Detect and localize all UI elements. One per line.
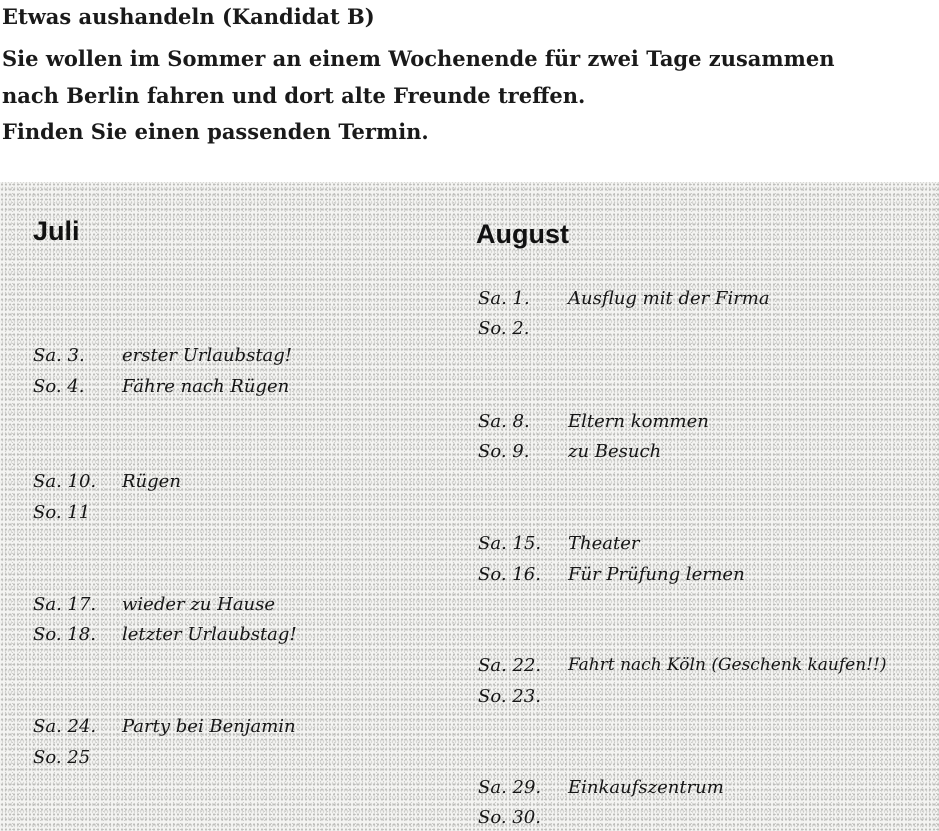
calendar-panel <box>0 182 939 831</box>
august-event: Einkaufszentrum <box>568 777 724 798</box>
task-title: Etwas aushandeln (Kandidat B) <box>2 4 375 29</box>
august-day: So. 23. <box>478 686 541 707</box>
july-day: So. 25 <box>33 747 91 768</box>
july-event: Fähre nach Rügen <box>122 376 290 397</box>
august-event: Ausflug mit der Firma <box>568 288 770 309</box>
month-heading-august: August <box>476 219 569 249</box>
august-day: So. 9. <box>478 441 530 462</box>
august-event: Eltern kommen <box>568 411 709 432</box>
august-day: So. 2. <box>478 318 530 339</box>
july-event: letzter Urlaubstag! <box>122 624 297 645</box>
july-day: Sa. 3. <box>33 345 85 366</box>
august-event: zu Besuch <box>568 441 662 462</box>
august-day: Sa. 22. <box>478 655 542 676</box>
august-day: Sa. 29. <box>478 777 542 798</box>
august-day: Sa. 1. <box>478 288 530 309</box>
august-day: So. 30. <box>478 807 541 828</box>
july-event: erster Urlaubstag! <box>122 345 293 366</box>
july-day: Sa. 10. <box>33 471 97 492</box>
july-event: Party bei Benjamin <box>122 716 296 737</box>
august-event: Theater <box>568 533 640 554</box>
task-line-3: Finden Sie einen passenden Termin. <box>2 119 429 144</box>
august-event: Für Prüfung lernen <box>568 564 745 585</box>
task-line-2: nach Berlin fahren und dort alte Freunde treffen. <box>2 83 586 108</box>
july-event: Rügen <box>122 471 181 492</box>
august-event: Fahrt nach Köln (Geschenk kaufen!!) <box>568 655 887 675</box>
july-day: So. 4. <box>33 376 85 397</box>
month-heading-july: Juli <box>33 216 80 246</box>
july-event: wieder zu Hause <box>122 594 276 615</box>
august-day: Sa. 15. <box>478 533 542 554</box>
august-day: So. 16. <box>478 564 541 585</box>
july-day: Sa. 17. <box>33 594 97 615</box>
august-day: Sa. 8. <box>478 411 530 432</box>
july-day: So. 11 <box>33 502 91 523</box>
task-line-1: Sie wollen im Sommer an einem Wochenende für zwei Tage zusammen <box>2 46 835 71</box>
july-day: So. 18. <box>33 624 96 645</box>
july-day: Sa. 24. <box>33 716 97 737</box>
